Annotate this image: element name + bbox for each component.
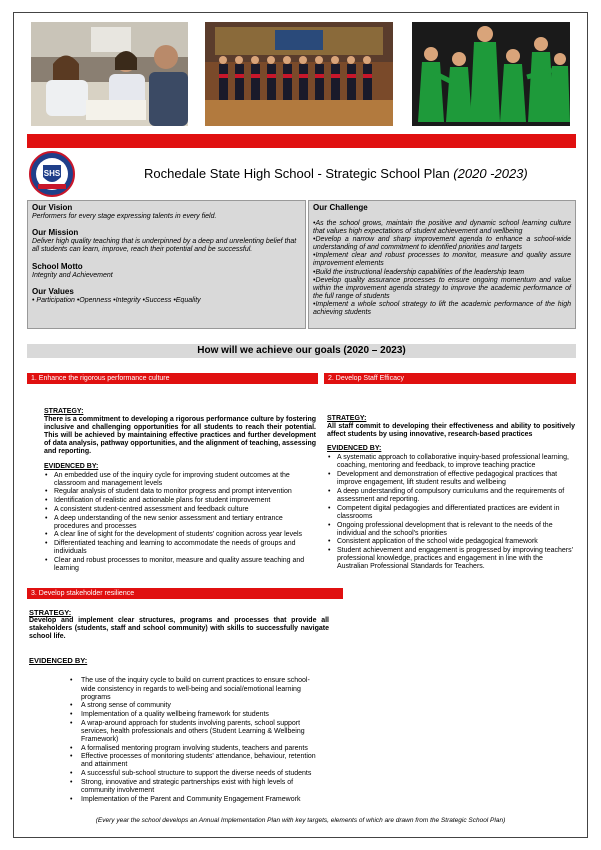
list-item: • A formalised mentoring program involving students, teachers and parents [69,745,319,753]
list-item: • Development and demonstration of effective pedagogical practices that improve engagement, lift student results and wellbeing [327,471,575,487]
challenge-item: •As the school grows, maintain the positive and dynamic school learning culture that values high expectations of student achievement and wellbeing [313,220,571,236]
students-classroom-photo [31,22,188,126]
evidenced-heading: EVIDENCED BY: [44,462,99,470]
evidence-list [327,454,575,571]
challenge-item: •Implement clear and robust processes to monitor, measure and quality assure improvement elements [313,252,571,268]
values-text: • Participation •Openness •Integrity •Success •Equality [32,296,201,304]
values-heading: Our Values [32,286,74,296]
list-item: • Regular analysis of student data to monitor progress and prompt intervention [44,488,316,496]
list-item: • Ongoing professional development that is relevant to the needs of the individual and the school's priorities [327,522,575,538]
strategy-heading: STRATEGY: [29,608,72,617]
list-item: • Strong, innovative and strategic partnerships exist with high levels of community involvement [69,779,319,795]
page-title [144,166,528,181]
section-3-content [29,609,329,804]
vision-heading: Our Vision [32,203,73,212]
crest-text: SHS [43,169,61,178]
list-item: • Effective processes of monitoring students' attendance, behaviour, retention and attainment [69,753,319,769]
list-item: • Identification of realistic and actionable plans for student improvement [44,497,316,505]
list-item: • The use of the inquiry cycle to build on current practices to ensure school-wide consistency in regards to well-being and social/emotional learning programs [69,677,319,701]
dance-group-photo [412,22,570,126]
strategy-heading: STRATEGY: [327,415,367,422]
list-item: • Implementation of the Parent and Community Engagement Framework [69,796,319,804]
section-2-bar: 2. Develop Staff Efficacy [324,373,576,384]
list-item: • A clear line of sight for the development of students' cognition across year levels [44,531,316,539]
list-item: • Clear and robust processes to monitor, measure and quality assure teaching and learning [44,557,316,573]
header-red-bar [27,134,576,148]
evidence-list [44,472,316,573]
footer-note: (Every year the school develops an Annual Implementation Plan with key targets, elements of which are drawn from the Strategic School Plan) [95,817,506,824]
section-1-content [44,408,316,574]
school-crest-icon [29,151,75,197]
list-item: • A consistent student-centred assessment and feedback culture [44,506,316,514]
challenge-item: •Develop quality assurance processes to ensure ongoing momentum and value within the improvement agenda strategy to improve the academic performance of the full range of students [313,276,571,300]
vision-box [27,200,306,329]
title-years: (2020 -2023) [453,166,528,181]
title-main: Rochedale State High School - Strategic School Plan [144,166,454,181]
evidence-list [69,677,319,803]
list-item: • Competent digital pedagogies and differentiated practices are evident in classrooms [327,505,575,521]
sports-team-gym-photo [205,22,393,126]
challenge-box [308,200,576,329]
list-item: • A wrap-around approach for students involving parents, school support services, health professionals and others (Student Learning & Wellbeing Framework) [69,720,319,744]
challenge-item: •Implement a whole school strategy to lift the academic performance of the high achieving students [313,300,571,317]
list-item: • Consistent application of the school wide pedagogical framework [327,538,575,546]
strategy-text: There is a commitment to developing a rigorous performance culture by fostering inclusive and challenging opportunities for all students to reach their potential. This will be achieved by maintaining effective practices and further development of data analysis, pathway opportunities, and the alignment of teaching, assessing and reporting. [44,416,316,456]
list-item: • A systematic approach to collaborative inquiry-based professional learning, coaching, mentoring and feedback, to improve teaching practice [327,454,575,470]
challenge-item: •Develop a narrow and sharp improvement agenda to enhance a school-wide understanding of and commitment to identified priorities and targets [313,236,571,252]
list-item: • Student achievement and engagement is progressed by improving teachers' professional knowledge, practices and engagement in line with the Australian Professional Standards for Teachers. [327,547,575,571]
list-item: • An embedded use of the inquiry cycle for improving student outcomes at the classroom and management levels [44,472,316,488]
how-heading: How will we achieve our goals (2020 – 2023) [27,344,576,358]
section-3-bar: 3. Develop stakeholder resilience [27,588,343,599]
list-item: • A strong sense of community [69,702,319,710]
list-item: • Differentiated teaching and learning to accommodate the needs of groups and individuals [44,540,316,556]
strategy-text: Develop and implement clear structures, programs and processes that provide all stakeholders (students, staff and school community) with skills to successfully navigate school life. [29,617,329,641]
list-item: • A deep understanding of the new senior assessment and tertiary entrance procedures and processes [44,515,316,531]
motto-heading: School Motto [32,261,83,271]
mission-text: Deliver high quality teaching that is underpinned by a deep and unrelenting belief that all students can learn, improve, reach their potential and be successful. [32,238,297,254]
mission-heading: Our Mission [32,228,79,238]
challenge-heading: Our Challenge [313,203,368,212]
vision-text: Performers for every stage expressing talents in every field. [32,213,217,220]
strategy-heading: STRATEGY: [44,408,84,415]
evidenced-heading: EVIDENCED BY: [327,445,382,453]
section-2-content [327,415,575,572]
list-item: • A successful sub-school structure to support the diverse needs of students [69,770,319,778]
motto-text: Integrity and Achievement [32,271,113,279]
challenge-item: •Build the instructional leadership capabilities of the leadership team [313,268,525,276]
evidenced-heading: EVIDENCED BY: [29,656,88,666]
list-item: • Implementation of a quality wellbeing framework for students [69,711,319,719]
list-item: • A deep understanding of compulsory curriculums and the requirements of assessment and reporting. [327,488,575,504]
section-1-bar: 1. Enhance the rigorous performance culture [27,373,318,384]
strategy-text: All staff commit to developing their effectiveness and ability to positively affect students by using innovative, research-based practices [327,423,575,439]
